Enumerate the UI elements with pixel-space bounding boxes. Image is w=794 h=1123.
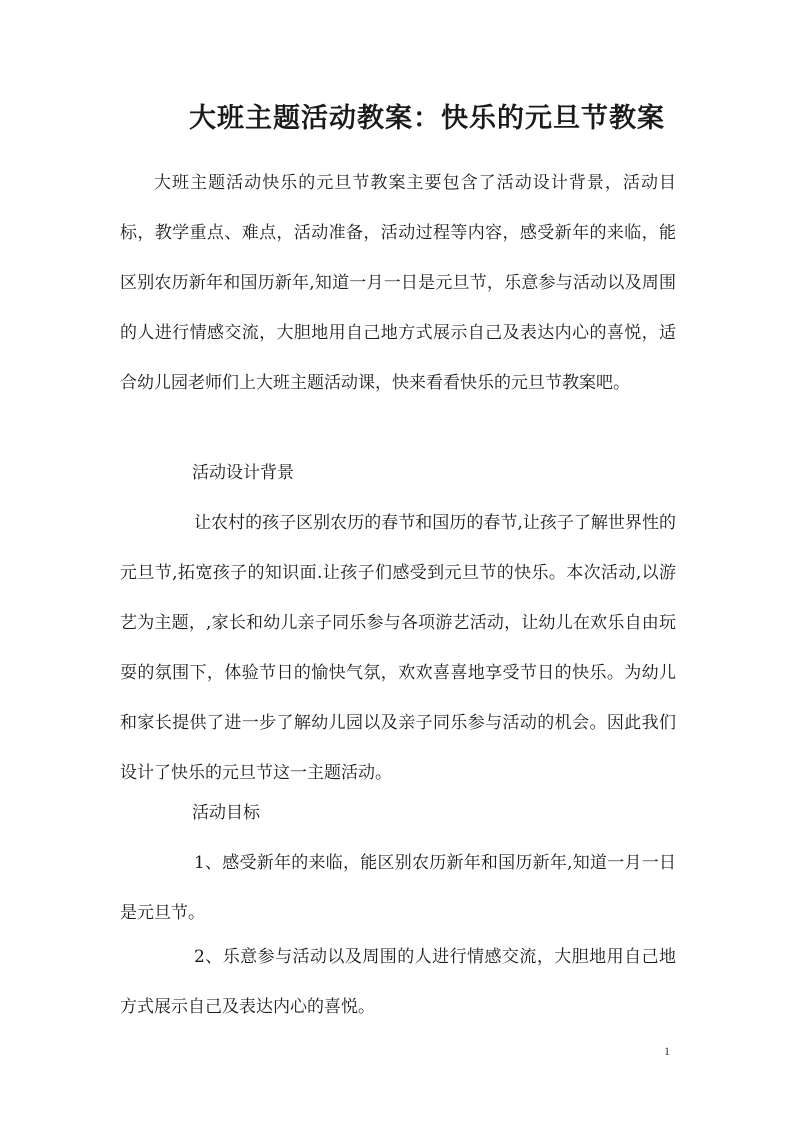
goals-heading: 活动目标 (192, 803, 260, 823)
background-paragraph: 让农村的孩子区别农历的春节和国历的春节,让孩子了解世界性的元旦节,拓宽孩子的知识面.让孩子们感受到元旦节的快乐。本次活动,以游艺为主题，,家长和幼儿亲子同乐参与各项游艺活动，让幼儿在欢乐自由玩耍的氛围下，体验节日的愉快气氛，欢欢喜喜地享受节日的快乐。为幼儿和家长提供了进一步了解幼儿园以及亲子同乐参与活动的机会。因此我们设计了快乐的元旦节这一主题活动。 (120, 513, 676, 783)
goal-item-2: 2、乐意参与活动以及周围的人进行情感交流，大胆地用自己地方式展示自己及表达内心的喜悦。 (120, 947, 676, 1017)
goal-item-1: 1、感受新年的来临，能区别农历新年和国历新年,知道一月一日是元旦节。 (120, 853, 676, 923)
page-number: 1 (664, 1044, 670, 1058)
background-heading: 活动设计背景 (192, 463, 294, 483)
document-title: 大班主题活动教案：快乐的元旦节教案 (189, 103, 665, 134)
intro-paragraph: 大班主题活动快乐的元旦节教案主要包含了活动设计背景，活动目标，教学重点、难点，活动准备，活动过程等内容，感受新年的来临，能区别农历新年和国历新年,知道一月一日是元旦节，乐意参与活动以及周围的人进行情感交流，大胆地用自己地方式展示自己及表达内心的喜悦，适合幼儿园老师们上大班主题活动课，快来看看快乐的元旦节教案吧。 (120, 173, 676, 393)
